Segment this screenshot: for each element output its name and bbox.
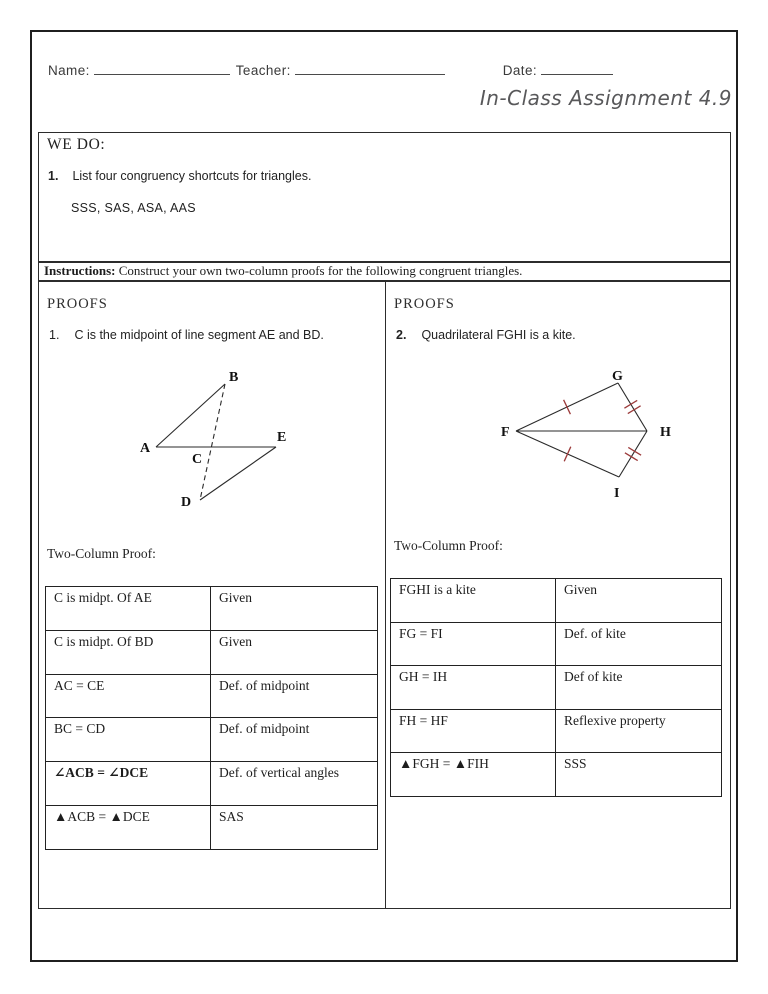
we-do-box bbox=[38, 132, 731, 262]
statement-cell: GH = IH bbox=[391, 666, 556, 709]
proof-row bbox=[46, 717, 377, 761]
tick-mark-GH-1 bbox=[624, 400, 637, 408]
name-label: Name: bbox=[48, 63, 90, 78]
proof-row bbox=[46, 674, 377, 718]
two-column-proof-title-right: Two-Column Proof: bbox=[394, 538, 503, 553]
proofs-heading-left: PROOFS bbox=[47, 296, 108, 312]
we-do-answer: SSS, SAS, ASA, AAS bbox=[71, 201, 196, 215]
proof-row bbox=[391, 709, 721, 753]
vertex-label-D: D bbox=[181, 495, 192, 510]
vertex-label-H: H bbox=[660, 425, 671, 440]
tick-mark-FG bbox=[564, 400, 571, 414]
date-label: Date: bbox=[502, 63, 538, 78]
vertex-label-G: G bbox=[612, 369, 623, 384]
name-blank-line bbox=[94, 61, 230, 75]
midpoint-triangles-figure bbox=[139, 366, 334, 516]
vertex-label-I: I bbox=[614, 486, 620, 501]
proof-row bbox=[391, 622, 721, 666]
statement-cell: ▲FGH = ▲FIH bbox=[391, 753, 556, 796]
proofs-heading-right: PROOFS bbox=[394, 296, 455, 312]
reason-cell: SSS bbox=[564, 756, 587, 771]
reason-cell: Def. of midpoint bbox=[219, 721, 310, 737]
problem-1-text: C is the midpoint of line segment AE and BD. bbox=[74, 328, 324, 342]
vertex-label-E: E bbox=[277, 430, 287, 445]
proofs-section bbox=[38, 281, 731, 909]
proof-row bbox=[391, 579, 721, 622]
question-number: 1. bbox=[48, 169, 59, 183]
teacher-label: Teacher: bbox=[235, 63, 291, 78]
statement-cell: BC = CD bbox=[46, 718, 211, 761]
segment-BD-dashed bbox=[200, 384, 225, 500]
segment-GH bbox=[618, 383, 647, 431]
teacher-blank-line bbox=[295, 61, 445, 75]
statement-cell: FH = HF bbox=[391, 710, 556, 753]
problem-2-statement bbox=[396, 328, 576, 342]
tick-mark-FI bbox=[564, 447, 571, 462]
instructions-bar bbox=[38, 262, 731, 281]
problem-1-number: 1. bbox=[49, 328, 60, 342]
statement-cell: AC = CE bbox=[46, 675, 211, 718]
proof-row bbox=[391, 752, 721, 796]
kite-figure bbox=[497, 366, 677, 506]
tick-mark-GH-2 bbox=[628, 406, 641, 414]
reason-cell: Given bbox=[219, 590, 252, 605]
statement-cell: C is midpt. Of BD bbox=[46, 631, 211, 674]
we-do-heading: WE DO: bbox=[47, 136, 106, 153]
assignment-title: In-Class Assignment 4.9 bbox=[479, 86, 732, 110]
statement-cell: ▲ACB = ▲DCE bbox=[46, 806, 211, 849]
segment-DE bbox=[200, 447, 276, 500]
proof-row bbox=[46, 805, 377, 849]
page-border bbox=[30, 30, 738, 962]
problem-1-statement bbox=[49, 328, 324, 342]
vertex-label-B: B bbox=[229, 370, 239, 385]
reason-cell: Given bbox=[564, 582, 597, 597]
reason-cell: Reflexive property bbox=[564, 712, 666, 728]
date-blank-line bbox=[541, 61, 613, 75]
we-do-question bbox=[48, 169, 311, 183]
instructions-label: Instructions: bbox=[44, 263, 116, 278]
proof-row bbox=[391, 665, 721, 709]
reason-cell: Def. of vertical angles bbox=[219, 765, 339, 781]
proof-table-left bbox=[45, 586, 378, 850]
reason-cell: SAS bbox=[219, 808, 244, 824]
proof-column-1 bbox=[39, 282, 386, 908]
two-column-proof-title-left: Two-Column Proof: bbox=[47, 546, 156, 561]
proof-table-right bbox=[390, 578, 722, 797]
statement-cell: FGHI is a kite bbox=[391, 579, 556, 622]
reason-cell: Given bbox=[219, 633, 252, 649]
reason-cell: Def of kite bbox=[564, 669, 623, 684]
vertex-label-F: F bbox=[501, 425, 510, 440]
vertex-label-A: A bbox=[140, 441, 151, 456]
statement-cell: FG = FI bbox=[391, 623, 556, 666]
proof-row bbox=[46, 630, 377, 674]
tick-mark-IH-1 bbox=[625, 453, 638, 461]
vertex-label-C: C bbox=[192, 452, 203, 467]
header-fill-in-line bbox=[48, 61, 724, 78]
proof-column-2 bbox=[386, 282, 730, 908]
proof-row bbox=[46, 761, 377, 805]
reason-cell: Def. of kite bbox=[564, 625, 626, 641]
segment-HI bbox=[619, 431, 647, 477]
proof-row bbox=[46, 587, 377, 630]
statement-cell: C is midpt. Of AE bbox=[46, 587, 211, 630]
instructions-text: Construct your own two-column proofs for the following congruent triangles. bbox=[115, 263, 523, 278]
problem-2-text: Quadrilateral FGHI is a kite. bbox=[421, 328, 576, 342]
segment-AB bbox=[156, 384, 225, 447]
question-text: List four congruency shortcuts for triangles. bbox=[72, 169, 312, 183]
reason-cell: Def. of midpoint bbox=[219, 677, 310, 693]
statement-cell: ∠ACB = ∠DCE bbox=[46, 762, 211, 805]
tick-mark-IH-2 bbox=[628, 447, 641, 455]
problem-2-number: 2. bbox=[396, 328, 407, 342]
